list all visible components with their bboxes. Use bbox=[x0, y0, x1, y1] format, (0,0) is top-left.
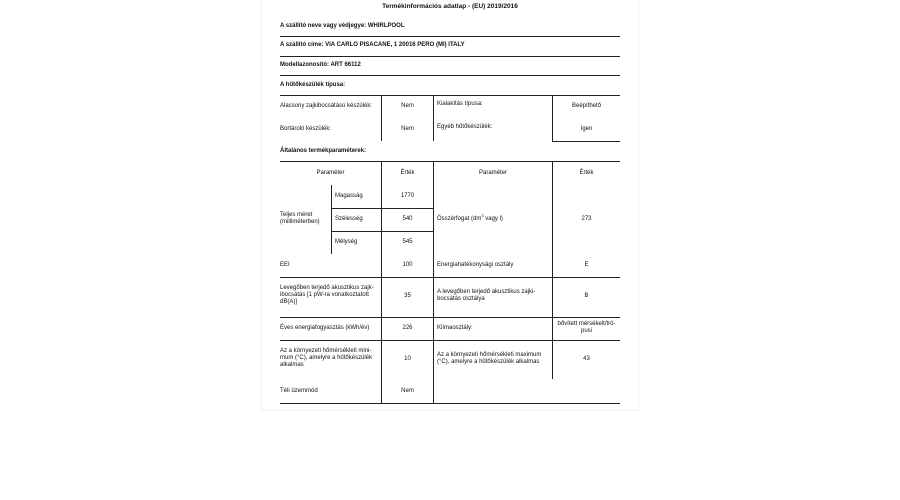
total-volume-label-sup: 3 bbox=[481, 213, 484, 218]
width-value: 540 bbox=[402, 216, 413, 222]
table-border bbox=[280, 317, 620, 318]
climate-class-value-line: bővített mérsékelt/tró- bbox=[557, 321, 616, 327]
table-border bbox=[552, 141, 620, 142]
table-border bbox=[331, 208, 433, 209]
supplier-name-row bbox=[280, 23, 405, 30]
height-value: 1770 bbox=[400, 193, 415, 199]
min-temp-label bbox=[280, 348, 372, 370]
total-volume-label-text: Összérfogat (dm bbox=[437, 216, 482, 222]
page-title: Termékinformációs adatlap - (EU) 2019/2016 bbox=[382, 3, 518, 10]
col-header-param-2: Paraméter bbox=[478, 170, 507, 176]
max-temp-label bbox=[437, 352, 541, 366]
table-border bbox=[280, 340, 620, 341]
min-temp-label-line: Az a környezeti hőmérsékleti mini- bbox=[280, 348, 372, 354]
table-border bbox=[381, 95, 382, 141]
min-temp-value: 10 bbox=[404, 356, 411, 362]
climate-class-label: Klímaosztály: bbox=[437, 325, 473, 331]
table-border bbox=[331, 231, 433, 232]
low-noise-label: Alacsony zajkibocsátású készülék: bbox=[280, 103, 373, 109]
wine-storage-value: Nem bbox=[401, 126, 414, 132]
height-label: Magasság bbox=[335, 193, 363, 199]
noise-emission-label-line: dB(A)] bbox=[280, 299, 298, 306]
winter-mode-value: Nem bbox=[401, 388, 414, 394]
divider bbox=[280, 75, 620, 76]
depth-value: 545 bbox=[402, 239, 413, 245]
other-appliance-value: Igen bbox=[580, 126, 593, 132]
design-type-value: Beépíthető bbox=[571, 103, 602, 109]
model-label: Modellazonosító: bbox=[280, 62, 329, 68]
table-border bbox=[552, 161, 553, 379]
divider bbox=[280, 161, 620, 162]
eei-value: 100 bbox=[402, 262, 413, 268]
max-temp-value: 43 bbox=[583, 356, 590, 362]
appliance-type-heading: A hűtőkészülék típusa: bbox=[280, 82, 346, 88]
wine-storage-label: Bortároló készülék: bbox=[280, 126, 332, 132]
noise-class-label bbox=[437, 289, 535, 303]
energy-class-label: Energiahatékonysági osztály bbox=[437, 262, 514, 268]
noise-class-label-line: A levegőben terjedő akusztikus zajki- bbox=[437, 289, 536, 295]
max-temp-label-line: (°C), amelyre a hűtőkészülék alkalmas bbox=[437, 359, 540, 366]
col-header-param: Paraméter bbox=[316, 170, 345, 176]
divider bbox=[280, 56, 620, 57]
noise-emission-value: 35 bbox=[404, 293, 411, 299]
total-volume-value: 273 bbox=[581, 216, 592, 222]
divider bbox=[280, 95, 620, 96]
eei-label: EEI bbox=[280, 262, 290, 268]
supplier-address-row bbox=[280, 42, 465, 49]
climate-class-value-line: pusi bbox=[580, 328, 592, 335]
supplier-name-label: A szállító neve vagy védjegye: bbox=[280, 23, 367, 29]
min-temp-label-line: alkalmas bbox=[280, 362, 304, 369]
datasheet-page bbox=[262, 0, 638, 410]
model-row bbox=[280, 62, 361, 69]
noise-emission-label bbox=[280, 285, 374, 307]
noise-emission-label-line: Levegőben terjedő akusztikus zajk- bbox=[280, 285, 374, 291]
winter-mode-label: Téli üzemmód bbox=[280, 388, 318, 394]
dimensions-label-line: Teljes méret bbox=[280, 212, 313, 218]
total-volume-label bbox=[437, 213, 503, 223]
table-border bbox=[331, 185, 332, 254]
table-border bbox=[280, 277, 620, 278]
annual-energy-label: Éves energiafogyasztás (kWh/év) bbox=[280, 325, 370, 331]
model-value: ART 66112 bbox=[330, 62, 361, 68]
table-border bbox=[433, 95, 434, 141]
table-border bbox=[552, 95, 553, 141]
noise-class-label-line: bocsátás osztálya bbox=[437, 296, 485, 303]
dimensions-label-line: (milliméterben) bbox=[280, 219, 320, 226]
noise-emission-label-line: ibocsátás [1 pW-ra vonatkoztatott bbox=[280, 292, 369, 299]
max-temp-label-line: Az a környezeti hőmérsékleti maximum bbox=[437, 352, 542, 358]
climate-class-value bbox=[553, 321, 620, 335]
general-params-heading: Általános termékparaméterek: bbox=[280, 148, 367, 154]
energy-class-value: E bbox=[584, 262, 589, 268]
low-noise-value: Nem bbox=[401, 103, 414, 109]
other-appliance-label: Egyéb hűtőkészülék: bbox=[437, 124, 493, 130]
min-temp-label-line: mum (°C), amelyre a hűtőkészülék bbox=[280, 355, 373, 362]
supplier-address-label: A szállító címe: bbox=[280, 42, 324, 48]
annual-energy-value: 226 bbox=[402, 325, 413, 331]
table-border bbox=[280, 403, 620, 404]
width-label: Szélesség bbox=[335, 216, 363, 222]
supplier-name-value: WHIRLPOOL bbox=[367, 23, 405, 29]
depth-label: Mélység bbox=[335, 239, 358, 245]
dimensions-label bbox=[280, 212, 320, 226]
total-volume-label-text: vagy l) bbox=[483, 216, 503, 222]
supplier-address-value: VIA CARLO PISACANE, 1 20016 PERO (MI) ITALY bbox=[325, 42, 465, 48]
col-header-value-2: Érték bbox=[579, 170, 594, 176]
table-border bbox=[433, 161, 434, 403]
col-header-value: Érték bbox=[400, 170, 415, 176]
noise-class-value: B bbox=[584, 293, 589, 299]
design-type-label: Kialakítás típusa: bbox=[437, 101, 483, 107]
divider bbox=[280, 36, 620, 37]
